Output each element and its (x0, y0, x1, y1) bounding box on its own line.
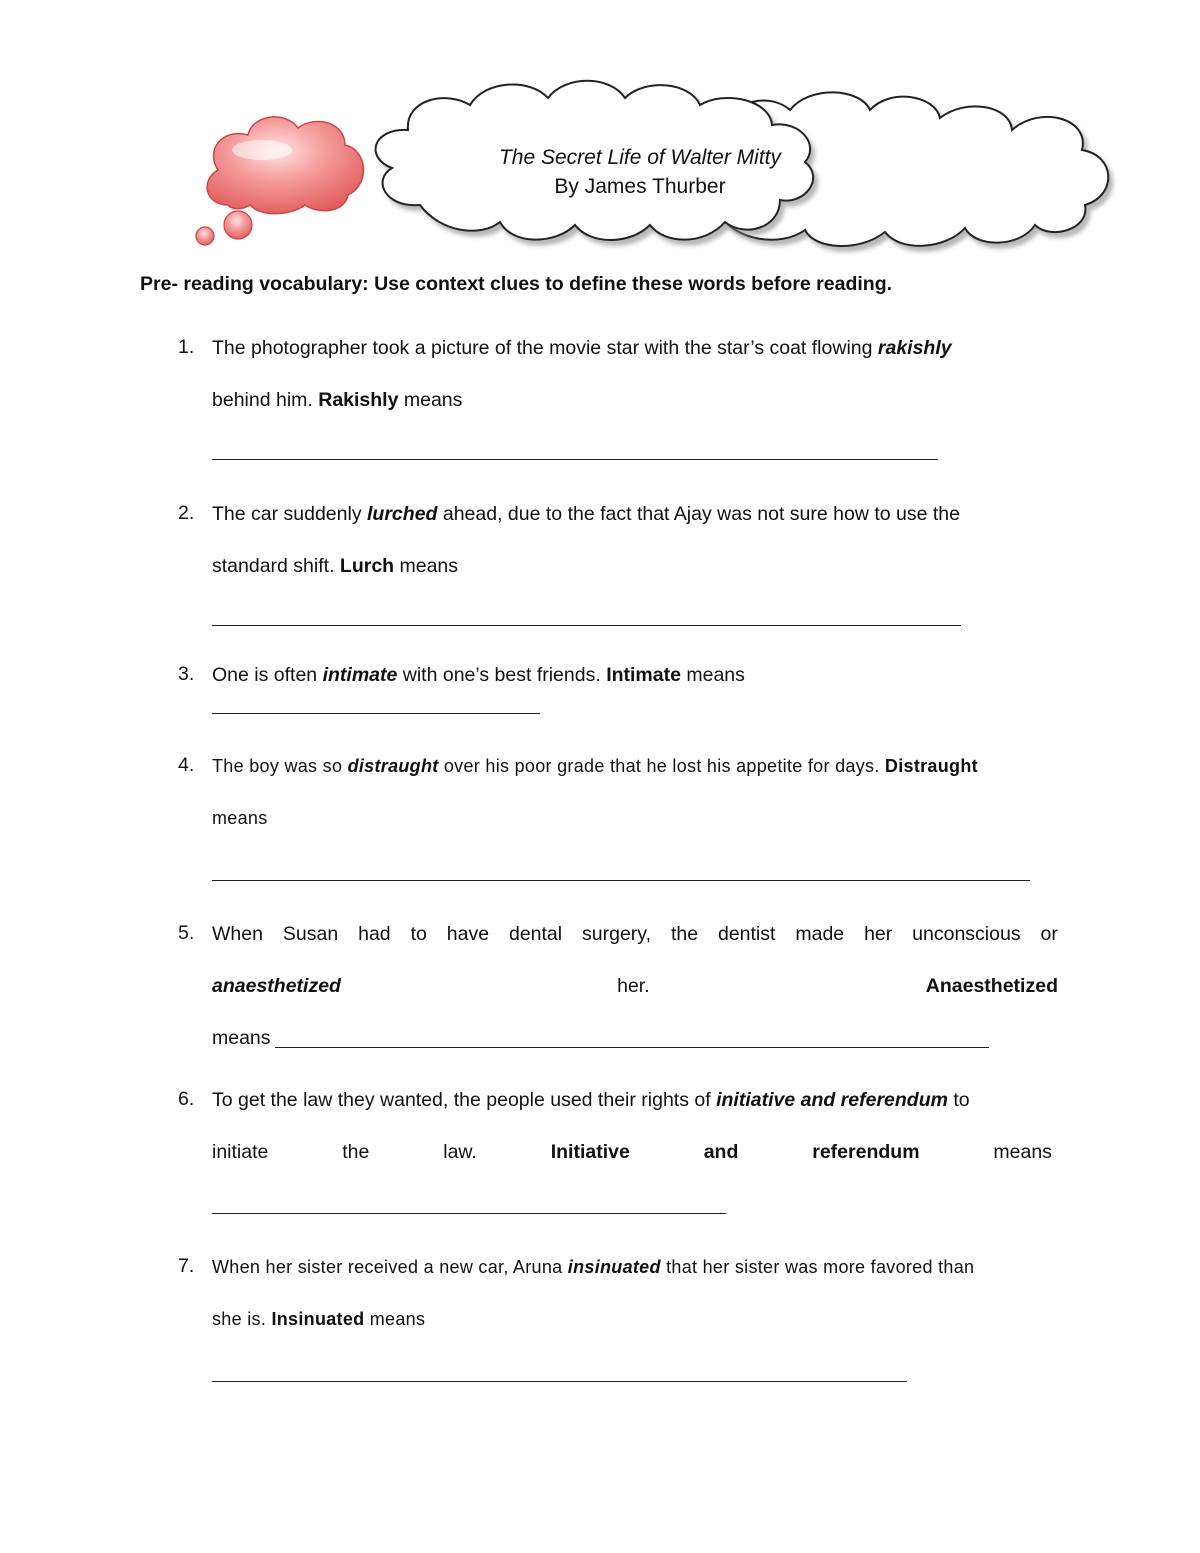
question-word: When (212, 923, 263, 945)
vocab-term: Anaesthetized (925, 975, 1058, 997)
question-word: have (446, 923, 490, 945)
question-word: to (410, 923, 427, 945)
question-number: 6. (178, 1088, 195, 1110)
vocab-word: initiative and referendum (716, 1089, 948, 1111)
question-word: dentist (717, 923, 776, 945)
vocab-term: Intimate (606, 664, 681, 686)
question-text: means (394, 555, 459, 577)
question-word: had (358, 923, 391, 945)
question-word: surgery, (582, 923, 652, 945)
question-word: her (864, 923, 893, 945)
question-text: that her sister was more favored than (660, 1257, 975, 1277)
answer-blank-2[interactable] (212, 625, 961, 626)
vocab-term: Insinuated (271, 1309, 365, 1329)
question-text: behind him. (212, 389, 319, 411)
question-word: Susan (282, 923, 339, 945)
question-word: dental (508, 923, 563, 945)
question-text: means (364, 1309, 426, 1329)
question-text: One is often (212, 664, 323, 686)
vocab-word: anaesthetized (212, 975, 341, 997)
answer-blank-6[interactable] (212, 1213, 726, 1214)
vocab-term: Distraught (884, 756, 978, 776)
vocab-term: Rakishly (318, 389, 399, 411)
question-text: standard shift. (212, 555, 340, 577)
question-word: initiate (212, 1141, 269, 1163)
question-text: means (212, 808, 268, 828)
vocab-word: lurched (367, 503, 438, 525)
question-text: over his poor grade that he lost his appetite for days. (438, 756, 885, 776)
question-text: means (212, 1027, 271, 1049)
vocab-term: and (703, 1141, 739, 1163)
header-art (0, 0, 1200, 260)
vocab-word: intimate (322, 664, 398, 686)
story-title: The Secret Life of Walter Mitty (498, 146, 782, 169)
question-text: When her sister received a new car, Aruna (212, 1257, 568, 1277)
vocab-word: distraught (347, 756, 439, 776)
pink-thought-bubble-icon (196, 117, 363, 245)
question-number: 2. (178, 502, 195, 524)
question-word: law. (443, 1141, 477, 1163)
vocab-term: referendum (812, 1141, 920, 1163)
question-text: means (398, 389, 463, 411)
vocab-term: Initiative (550, 1141, 630, 1163)
question-word: the (670, 923, 699, 945)
question-text: The car suddenly (212, 503, 368, 525)
question-number: 4. (178, 754, 195, 776)
question-word: the (342, 1141, 370, 1163)
question-number: 3. (178, 663, 195, 685)
answer-blank-7[interactable] (212, 1381, 907, 1382)
question-number: 7. (178, 1255, 195, 1277)
question-word: or (1040, 923, 1058, 945)
question-text: The boy was so (212, 756, 348, 776)
question-word: unconscious (912, 923, 1021, 945)
question-text: her. (617, 975, 650, 997)
question-text: to (947, 1089, 970, 1111)
instructions-heading: Pre- reading vocabulary: Use context clues to define these words before reading. (140, 273, 893, 295)
answer-blank-3[interactable] (212, 713, 540, 714)
answer-blank-4[interactable] (212, 880, 1030, 881)
answer-blank-1[interactable] (212, 459, 938, 460)
question-text: means (680, 664, 745, 686)
story-author: By James Thurber (554, 175, 726, 198)
justified-line (212, 960, 1058, 1012)
question-text: ahead, due to the fact that Ajay was not sure how to use the (437, 503, 960, 525)
question-text: To get the law they wanted, the people used their rights of (212, 1089, 717, 1111)
worksheet-title (470, 143, 810, 201)
question-text: with one’s best friends. (397, 664, 607, 686)
question-number: 1. (178, 336, 195, 358)
justified-line (212, 1126, 1052, 1178)
vocab-word: rakishly (877, 337, 952, 359)
question-word: means (993, 1141, 1052, 1163)
vocab-term: Lurch (339, 555, 395, 577)
question-text: The photographer took a picture of the movie star with the star’s coat flowing (212, 337, 878, 359)
question-number: 5. (178, 922, 195, 944)
question-text: she is. (212, 1309, 272, 1329)
vocab-word: insinuated (567, 1257, 661, 1277)
question-word: made (795, 923, 845, 945)
justified-line (212, 908, 1058, 960)
answer-blank-5[interactable] (275, 1047, 989, 1048)
